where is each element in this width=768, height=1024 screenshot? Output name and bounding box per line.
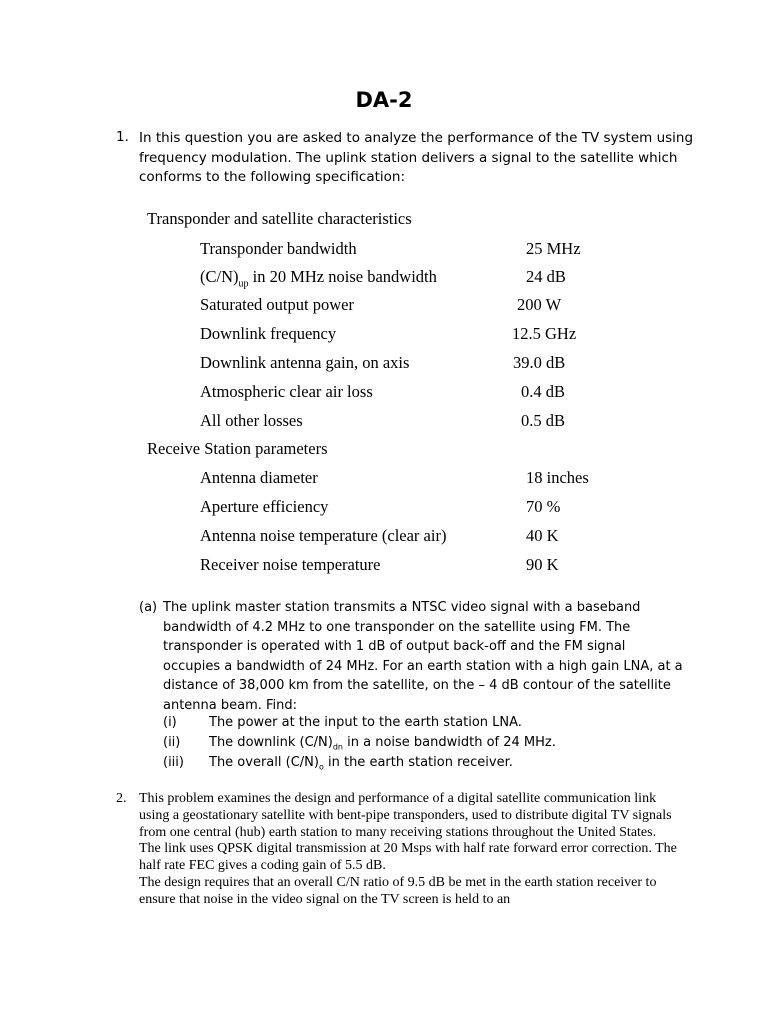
spec-label: Downlink frequency	[200, 324, 337, 343]
question-2-text	[139, 791, 679, 909]
spec-value: 39.0 dB	[513, 353, 566, 372]
spec-value: 200 W	[517, 295, 562, 314]
spec-value: 70 %	[526, 497, 561, 516]
page-title: DA-2	[355, 88, 413, 112]
spec-value: 18 inches	[526, 468, 589, 487]
item-text: The overall $(C/N)_o$ in the earth station receiver.	[209, 755, 513, 772]
spec-label	[200, 267, 437, 289]
question-1-number: 1.	[116, 129, 129, 145]
spec-label: Atmospheric clear air loss	[200, 382, 373, 401]
spec-label: All other losses	[200, 411, 303, 430]
spec-value: 12.5 GHz	[512, 324, 577, 343]
item-text: The power at the input to the earth station LNA.	[209, 715, 522, 730]
spec-label: Antenna diameter	[200, 468, 318, 487]
question-2-number: 2.	[116, 791, 127, 806]
transponder-heading: Transponder and satellite characteristics	[147, 209, 412, 228]
spec-value: 24 dB	[526, 267, 566, 286]
question-1-intro: In this question you are asked to analyze the performance of the TV system using frequency modulation. The uplink station delivers a signal to the satellite which conforms to the following specification:	[139, 130, 694, 185]
item-text: The downlink $(C/N)_{dn}$ in a noise bandwidth of 24 MHz.	[209, 735, 556, 752]
spec-value: 90 K	[526, 555, 559, 574]
item-roman: (i)	[163, 715, 177, 730]
receive-heading: Receive Station parameters	[147, 439, 328, 458]
question-2-paragraph-1: This problem examines the design and performance of a digital satellite communication link using a geostationary satellite with bent-pipe transponders, used to distribute digital TV signals from one central (hub) earth station to many receiving stations throughout the United States. The link uses QPSK digital transmission at 20 Msps with half rate forward error correction. The half rate FEC gives a coding gain of 5.5 dB.	[139, 791, 677, 874]
spec-value: 40 K	[526, 526, 559, 545]
part-a-marker: (a)	[139, 600, 158, 615]
spec-label: Downlink antenna gain, on axis	[200, 353, 410, 372]
cn-label: (C/N)	[200, 267, 239, 286]
spec-label: Transponder bandwidth	[200, 239, 357, 258]
spec-value: 0.4 dB	[521, 382, 566, 401]
part-a-text: The uplink master station transmits a NTSC video signal with a baseband bandwidth of 4.2 MHz to one transponder on the satellite using FM. The transponder is operated with 1 dB of output back-off and the FM signal occupies a bandwidth of 24 MHz. For an earth station with a high gain LNA, at a distance of 38,000 km from the satellite, on the – 4 dB contour of the satellite antenna beam. Find:	[163, 600, 683, 713]
spec-value: 25 MHz	[526, 239, 581, 258]
spec-label: Receiver noise temperature	[200, 555, 381, 574]
cn-label-rest: in 20 MHz noise bandwidth	[248, 267, 437, 286]
spec-label: Antenna noise temperature (clear air)	[200, 526, 447, 545]
spec-label: Saturated output power	[200, 295, 354, 314]
question-2-paragraph-2: The design requires that an overall C/N ratio of 9.5 dB be met in the earth station receiver to ensure that noise in the video signal on the TV screen is held to an	[139, 874, 657, 907]
item-roman: (ii)	[163, 735, 181, 750]
spec-value: 0.5 dB	[521, 411, 566, 430]
cn-subscript: up	[238, 278, 249, 290]
item-roman: (iii)	[163, 755, 184, 770]
spec-label: Aperture efficiency	[200, 497, 329, 516]
